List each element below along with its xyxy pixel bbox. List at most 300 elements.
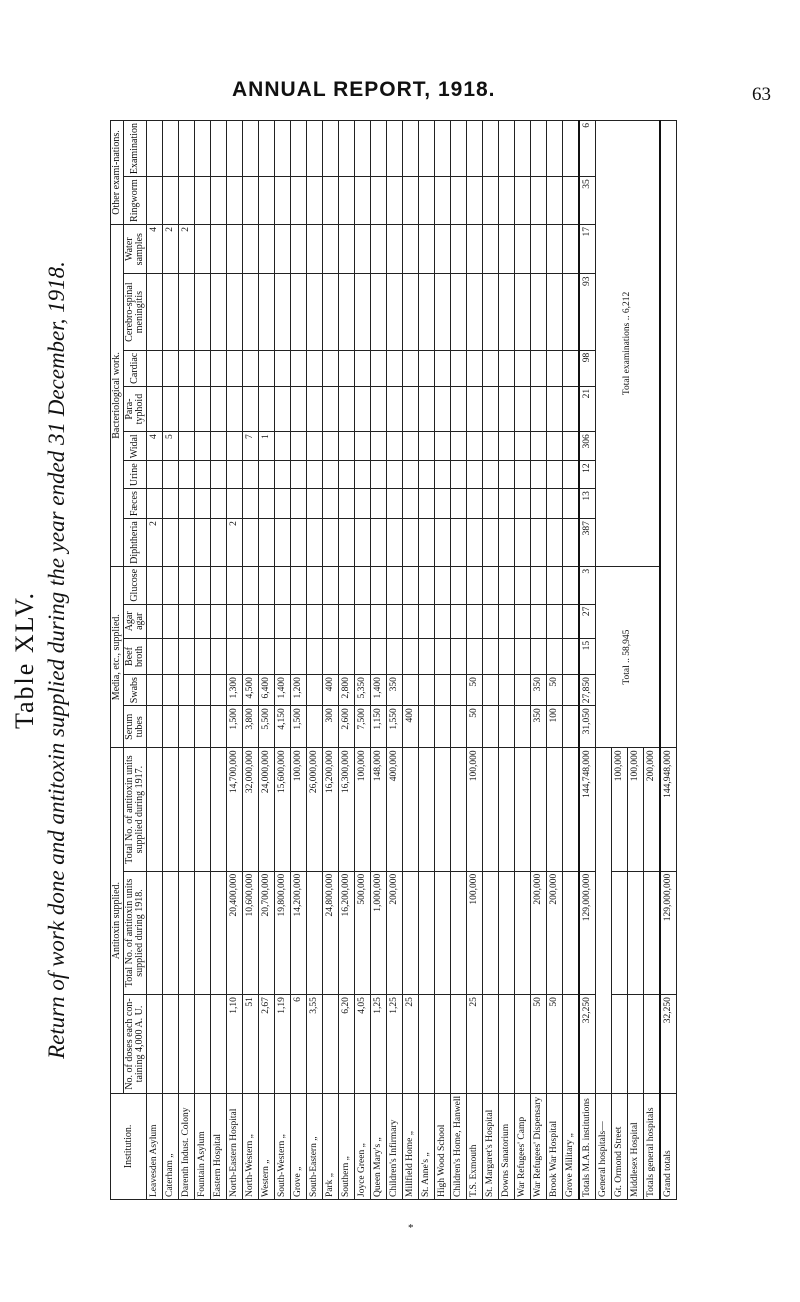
table-cell — [419, 461, 435, 489]
table-cell — [355, 489, 371, 519]
table-cell — [387, 350, 403, 386]
table-cell — [307, 461, 323, 489]
table-cell — [387, 274, 403, 350]
table-row — [307, 121, 323, 1200]
table-cell — [435, 461, 451, 489]
table-cell — [531, 177, 547, 225]
table-cell: 2 — [179, 224, 195, 273]
institution-name: Park „ — [323, 1093, 339, 1199]
table-cell — [563, 432, 580, 461]
table-cell — [371, 386, 387, 431]
col-ringworm: Ringworm — [124, 177, 147, 225]
table-cell — [179, 350, 195, 386]
table-cell — [547, 274, 563, 350]
table-cell: 400 — [323, 675, 339, 706]
table-cell — [259, 274, 275, 350]
table-cell — [467, 461, 483, 489]
table-row — [467, 121, 483, 1200]
table-cell — [435, 519, 451, 567]
table-cell — [211, 350, 227, 386]
table-cell — [195, 638, 211, 674]
table-cell: 15 — [579, 638, 596, 674]
table-cell — [531, 638, 547, 674]
table-cell: 16,200,000 — [339, 871, 355, 994]
table-cell: 144,948,000 — [660, 748, 677, 871]
table-cell — [259, 121, 275, 177]
table-cell — [291, 432, 307, 461]
table-cell — [195, 995, 211, 1094]
table-cell — [339, 386, 355, 431]
table-cell — [307, 519, 323, 567]
table-cell — [307, 224, 323, 273]
table-cell: 300 — [323, 706, 339, 748]
table-cell — [483, 350, 499, 386]
table-cell — [371, 519, 387, 567]
table-cell — [179, 566, 195, 604]
institution-name: Caterham „ — [163, 1093, 179, 1199]
table-cell — [227, 461, 243, 489]
table-cell — [499, 489, 515, 519]
table-cell — [451, 706, 467, 748]
general-label: Middlesex Hospital — [628, 1093, 644, 1199]
table-cell — [179, 489, 195, 519]
table-cell: 200,000 — [644, 748, 661, 871]
table-cell: 1,10 — [227, 995, 243, 1094]
table-cell — [403, 461, 419, 489]
general-row — [596, 121, 612, 1200]
table-cell — [339, 519, 355, 567]
media-total: Total .. 58,945 — [596, 566, 661, 748]
table-cell — [531, 121, 547, 177]
table-cell — [147, 638, 163, 674]
table-cell — [211, 432, 227, 461]
table-cell — [531, 274, 547, 350]
table-cell — [163, 566, 179, 604]
table-cell — [163, 121, 179, 177]
table-cell — [291, 177, 307, 225]
table-cell — [323, 274, 339, 350]
group-antitoxin: Antitoxin supplied. — [111, 748, 124, 1093]
table-cell: 200,000 — [531, 871, 547, 994]
table-cell: 1,300 — [227, 675, 243, 706]
table-cell: 1,400 — [371, 675, 387, 706]
table-cell — [451, 489, 467, 519]
table-cell — [531, 489, 547, 519]
table-cell: 4,500 — [243, 675, 259, 706]
table-cell — [147, 350, 163, 386]
table-row — [531, 121, 547, 1200]
table-cell: 5,500 — [259, 706, 275, 748]
table-cell — [163, 638, 179, 674]
table-cell: 100,000 — [628, 748, 644, 871]
table-cell: 50 — [547, 995, 563, 1094]
table-cell — [355, 519, 371, 567]
table-cell — [339, 638, 355, 674]
general-label: Gt. Ormond Street — [612, 1093, 628, 1199]
table-cell — [195, 432, 211, 461]
table-cell: 1,150 — [371, 706, 387, 748]
table-cell: 1 — [259, 432, 275, 461]
table-cell: 20,400,000 — [227, 871, 243, 994]
table-cell — [403, 519, 419, 567]
table-cell — [547, 519, 563, 567]
table-cell — [307, 386, 323, 431]
table-cell — [547, 489, 563, 519]
grand-totals-label: Grand totals — [660, 1093, 677, 1199]
totals-label: Totals M.A.B. institutions — [579, 1093, 596, 1199]
table-cell — [531, 386, 547, 431]
table-cell — [515, 566, 531, 604]
table-cell — [451, 461, 467, 489]
table-cell — [563, 871, 580, 994]
table-cell — [467, 432, 483, 461]
table-cell — [227, 386, 243, 431]
group-media: Media, etc., supplied. — [111, 566, 124, 748]
table-cell: 144,748,000 — [579, 748, 596, 871]
table-cell — [259, 224, 275, 273]
institution-name: Joyce Green „ — [355, 1093, 371, 1199]
table-cell — [499, 461, 515, 489]
table-cell — [275, 386, 291, 431]
table-cell — [227, 177, 243, 225]
col-faeces: Fæces — [124, 489, 147, 519]
table-cell — [339, 121, 355, 177]
table-cell — [227, 274, 243, 350]
table-cell — [211, 706, 227, 748]
table-cell — [371, 350, 387, 386]
institution-name: Millfield Home „ — [403, 1093, 419, 1199]
table-cell — [355, 177, 371, 225]
table-cell — [195, 224, 211, 273]
table-cell — [531, 604, 547, 638]
table-cell — [435, 638, 451, 674]
table-row — [435, 121, 451, 1200]
table-cell — [355, 121, 371, 177]
table-cell — [323, 638, 339, 674]
table-cell — [195, 675, 211, 706]
table-row — [243, 121, 259, 1200]
col-beef-broth: Beef broth — [124, 638, 147, 674]
table-cell — [147, 274, 163, 350]
institution-name: Brook War Hospital — [547, 1093, 563, 1199]
exam-total-label: Total examinations — [621, 322, 632, 396]
table-cell — [163, 995, 179, 1094]
table-cell — [339, 224, 355, 273]
col-paratyphoid: Para-typhoid — [124, 386, 147, 431]
col-cerebro-spinal: Cerebro-spinal meningitis — [124, 274, 147, 350]
table-cell — [179, 461, 195, 489]
table-cell — [451, 432, 467, 461]
table-cell — [467, 604, 483, 638]
table-cell: 26,000,000 — [307, 748, 323, 871]
table-cell: 25 — [467, 995, 483, 1094]
institution-name: St. Margaret's Hospital — [483, 1093, 499, 1199]
table-cell — [147, 177, 163, 225]
table-cell — [403, 121, 419, 177]
table-cell — [211, 177, 227, 225]
table-cell — [419, 519, 435, 567]
table-cell — [419, 566, 435, 604]
col-units-1917: Total No. of antitoxin units supplied during 1917. — [124, 748, 147, 871]
table-cell — [515, 432, 531, 461]
table-cell — [179, 121, 195, 177]
table-cell: 3,55 — [307, 995, 323, 1094]
table-cell — [243, 121, 259, 177]
institution-name: T.S. Exmouth — [467, 1093, 483, 1199]
table-cell — [307, 566, 323, 604]
table-cell — [419, 274, 435, 350]
institution-name: High Wood School — [435, 1093, 451, 1199]
table-row — [451, 121, 467, 1200]
table-cell — [179, 638, 195, 674]
institution-name: North-Western „ — [243, 1093, 259, 1199]
table-cell — [195, 461, 211, 489]
table-cell — [323, 461, 339, 489]
table-cell — [483, 604, 499, 638]
table-cell — [339, 461, 355, 489]
table-row — [419, 121, 435, 1200]
grand-totals-row — [660, 121, 677, 1200]
table-cell — [179, 177, 195, 225]
table-cell — [179, 995, 195, 1094]
table-cell: 400 — [403, 706, 419, 748]
table-row — [547, 121, 563, 1200]
table-cell — [371, 604, 387, 638]
table-cell: 15,600,000 — [275, 748, 291, 871]
table-cell: 13 — [579, 489, 596, 519]
table-cell — [547, 461, 563, 489]
table-cell — [355, 432, 371, 461]
table-cell — [483, 461, 499, 489]
table-cell — [515, 177, 531, 225]
table-cell — [403, 274, 419, 350]
table-cell — [451, 350, 467, 386]
table-cell: 2,800 — [339, 675, 355, 706]
table-cell — [371, 489, 387, 519]
table-cell — [483, 432, 499, 461]
col-examination: Examination — [124, 121, 147, 177]
table-cell — [323, 177, 339, 225]
table-cell — [179, 675, 195, 706]
table-cell — [147, 675, 163, 706]
table-cell: 6 — [579, 121, 596, 177]
table-cell — [451, 274, 467, 350]
table-cell: 350 — [531, 675, 547, 706]
table-cell — [323, 432, 339, 461]
table-cell — [307, 177, 323, 225]
table-cell — [387, 177, 403, 225]
running-head: ANNUAL REPORT, 1918. — [232, 78, 496, 101]
table-cell — [419, 489, 435, 519]
table-cell — [547, 386, 563, 431]
table-cell: 14,700,000 — [227, 748, 243, 871]
table-cell: 24,800,000 — [323, 871, 339, 994]
table-cell — [563, 519, 580, 567]
table-cell — [515, 519, 531, 567]
table-cell — [387, 489, 403, 519]
table-cell: 200,000 — [387, 871, 403, 994]
table-cell — [547, 177, 563, 225]
table-cell — [355, 461, 371, 489]
table-cell — [307, 675, 323, 706]
table-cell — [531, 748, 547, 871]
table-cell — [387, 604, 403, 638]
table-cell: 7,500 — [355, 706, 371, 748]
media-total-label: Total — [621, 665, 632, 685]
table-cell — [371, 121, 387, 177]
table-cell — [339, 432, 355, 461]
table-cell — [563, 177, 580, 225]
table-cell — [435, 489, 451, 519]
table-cell — [179, 604, 195, 638]
table-cell — [419, 432, 435, 461]
table-cell — [275, 519, 291, 567]
table-cell — [163, 489, 179, 519]
table-cell — [451, 177, 467, 225]
col-institution: Institution. — [111, 1093, 147, 1199]
table-cell: 500,000 — [355, 871, 371, 994]
table-cell: 6,20 — [339, 995, 355, 1094]
institution-name: Queen Mary's „ — [371, 1093, 387, 1199]
table-cell — [467, 121, 483, 177]
table-cell: 100,000 — [467, 748, 483, 871]
table-cell — [547, 224, 563, 273]
table-cell — [179, 274, 195, 350]
table-cell: 93 — [579, 274, 596, 350]
table-cell: 50 — [531, 995, 547, 1094]
table-cell — [451, 386, 467, 431]
table-cell — [211, 638, 227, 674]
table-cell — [499, 432, 515, 461]
stray-mark: * — [408, 1222, 414, 1234]
table-cell — [355, 224, 371, 273]
table-cell — [163, 274, 179, 350]
table-cell — [259, 638, 275, 674]
table-cell — [483, 748, 499, 871]
table-cell: 129,000,000 — [579, 871, 596, 994]
table-cell — [403, 177, 419, 225]
table-cell — [451, 871, 467, 994]
table-cell — [451, 675, 467, 706]
table-cell: 1,200 — [291, 675, 307, 706]
table-cell — [147, 604, 163, 638]
table-cell: 12 — [579, 461, 596, 489]
table-cell — [403, 675, 419, 706]
table-cell — [467, 519, 483, 567]
table-cell — [275, 566, 291, 604]
table-cell — [371, 566, 387, 604]
table-cell — [371, 274, 387, 350]
table-cell — [451, 224, 467, 273]
table-cell — [403, 638, 419, 674]
table-cell — [291, 350, 307, 386]
table-cell: 129,000,000 — [660, 871, 677, 994]
table-cell — [227, 350, 243, 386]
table-cell — [275, 274, 291, 350]
table-cell — [163, 706, 179, 748]
table-cell — [419, 638, 435, 674]
table-cell — [195, 350, 211, 386]
institution-name: Darenth Indust. Colony — [179, 1093, 195, 1199]
table-cell — [467, 566, 483, 604]
table-cell — [291, 461, 307, 489]
table-cell — [499, 224, 515, 273]
table-cell — [435, 274, 451, 350]
table-cell — [403, 566, 419, 604]
table-cell — [435, 706, 451, 748]
table-cell — [323, 604, 339, 638]
table-cell — [547, 748, 563, 871]
table-cell — [307, 604, 323, 638]
col-swabs: Swabs — [124, 675, 147, 706]
table-cell — [211, 121, 227, 177]
table-cell: 350 — [387, 675, 403, 706]
table-cell — [499, 177, 515, 225]
table-cell: 4,05 — [355, 995, 371, 1094]
table-cell — [467, 224, 483, 273]
table-cell — [419, 350, 435, 386]
table-row — [259, 121, 275, 1200]
table-cell: 6,400 — [259, 675, 275, 706]
table-cell — [211, 461, 227, 489]
table-cell — [227, 489, 243, 519]
table-cell — [163, 871, 179, 994]
table-cell — [531, 461, 547, 489]
table-row — [483, 121, 499, 1200]
table-row — [387, 121, 403, 1200]
table-row — [403, 121, 419, 1200]
institution-name: Downs Sanatorium — [499, 1093, 515, 1199]
table-cell — [227, 638, 243, 674]
table-cell — [403, 748, 419, 871]
table-cell — [563, 121, 580, 177]
table-cell — [307, 489, 323, 519]
table-cell — [499, 519, 515, 567]
table-cell — [499, 350, 515, 386]
table-cell — [259, 461, 275, 489]
table-cell — [483, 121, 499, 177]
table-cell — [387, 566, 403, 604]
return-table — [110, 120, 677, 1200]
table-cell — [483, 706, 499, 748]
table-row — [147, 121, 163, 1200]
table-row — [195, 121, 211, 1200]
table-cell — [259, 519, 275, 567]
table-cell: 1,550 — [387, 706, 403, 748]
table-cell — [483, 386, 499, 431]
table-cell — [163, 386, 179, 431]
table-cell — [499, 386, 515, 431]
table-cell — [435, 604, 451, 638]
table-cell: 3,800 — [243, 706, 259, 748]
table-cell: 100,000 — [467, 871, 483, 994]
table-cell: 100,000 — [612, 748, 628, 871]
table-cell: 2 — [163, 224, 179, 273]
table-cell — [499, 121, 515, 177]
table-cell — [451, 638, 467, 674]
table-cell — [291, 274, 307, 350]
table-cell: 32,000,000 — [243, 748, 259, 871]
table-cell — [179, 706, 195, 748]
table-cell — [195, 121, 211, 177]
table-cell — [531, 350, 547, 386]
table-cell — [323, 519, 339, 567]
table-cell — [275, 461, 291, 489]
table-cell: 31,050 — [579, 706, 596, 748]
table-cell: 6 — [291, 995, 307, 1094]
table-cell — [451, 519, 467, 567]
table-cell: 1,400 — [275, 675, 291, 706]
